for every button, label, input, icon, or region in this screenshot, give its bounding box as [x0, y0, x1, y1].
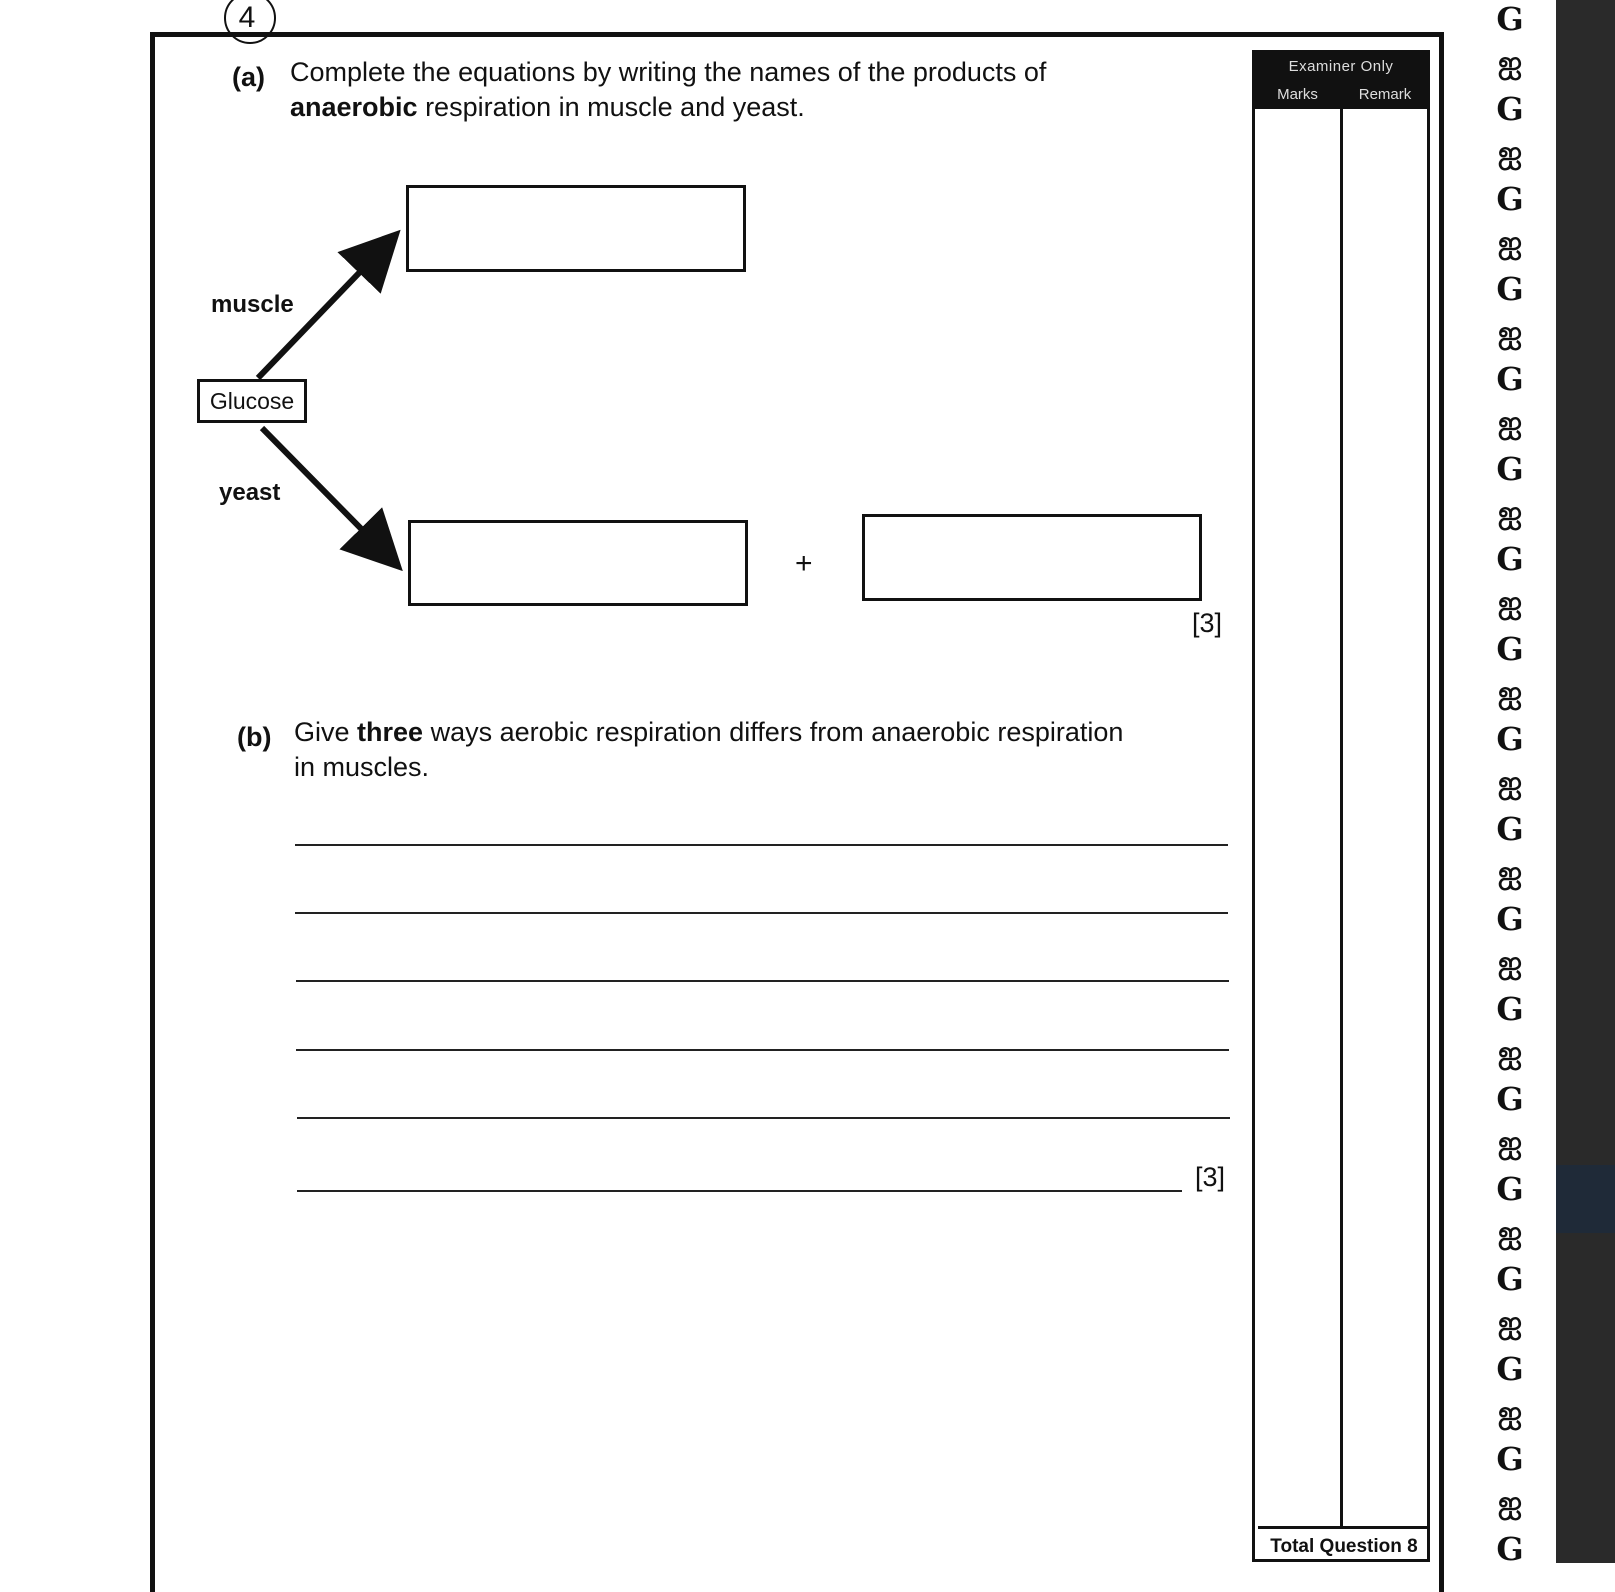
answer-line-1[interactable] — [295, 844, 1228, 846]
margin-logo-g-icon: G — [1496, 990, 1524, 1028]
answer-line-2[interactable] — [295, 912, 1228, 914]
margin-logo-ccea-icon: ஐ — [1497, 945, 1523, 980]
total-question-cell: Total Question 8 — [1258, 1526, 1430, 1566]
margin-logo-ccea-icon: ஐ — [1497, 315, 1523, 350]
yeast-label: yeast — [219, 479, 281, 506]
part-b-line-2: in muscles. — [294, 752, 430, 782]
margin-logo-g-icon: G — [1496, 0, 1524, 38]
margin-logo-ccea-icon: ஐ — [1497, 1395, 1523, 1430]
part-b-line-1-post: ways aerobic respiration differs from anaerobic respiration — [423, 717, 1124, 747]
margin-logo-g-icon: G — [1496, 1350, 1524, 1388]
answer-line-5[interactable] — [297, 1117, 1230, 1119]
margin-logo-ccea-icon: ஐ — [1497, 1305, 1523, 1340]
plus-sign: + — [795, 547, 813, 580]
part-b-line-1-pre: Give — [294, 717, 358, 747]
margin-logo-g-icon: G — [1496, 540, 1524, 578]
part-a-marks: [3] — [1192, 608, 1223, 638]
margin-logo-ccea-icon: ஐ — [1497, 585, 1523, 620]
margin-logo-g-icon: G — [1496, 90, 1524, 128]
answer-line-4[interactable] — [296, 1049, 1229, 1051]
margin-logo-ccea-icon: ஐ — [1497, 855, 1523, 890]
marks-column-cell[interactable] — [1255, 109, 1340, 1526]
margin-logo-g-icon: G — [1496, 270, 1524, 308]
muscle-label: muscle — [211, 291, 294, 318]
margin-logo-ccea-icon: ஐ — [1497, 225, 1523, 260]
part-b-label: (b) — [237, 722, 272, 752]
part-a-bold-word: anaerobic — [290, 92, 418, 122]
margin-logo-g-icon: G — [1496, 720, 1524, 758]
margin-logo-ccea-icon: ஐ — [1497, 765, 1523, 800]
margin-logo-g-icon: G — [1496, 630, 1524, 668]
margin-logo-ccea-icon: ஐ — [1497, 1125, 1523, 1160]
part-b-marks: [3] — [1195, 1162, 1226, 1192]
part-a-line-1: Complete the equations by writing the names of the products of — [290, 57, 1047, 87]
margin-logo-g-icon: G — [1496, 810, 1524, 848]
part-b-bold-word: three — [357, 717, 424, 747]
yeast-arrow — [262, 428, 386, 554]
glucose-box: Glucose — [197, 379, 307, 423]
margin-logo-column — [1480, 0, 1550, 1568]
margin-logo-g-icon: G — [1496, 1530, 1524, 1568]
margin-logo-g-icon: G — [1496, 1260, 1524, 1298]
part-b-question — [294, 715, 1234, 785]
part-a-label: (a) — [232, 62, 265, 92]
part-a-line-2-rest: respiration in muscle and yeast. — [417, 92, 805, 122]
margin-logo-g-icon: G — [1496, 180, 1524, 218]
margin-logo-g-icon: G — [1496, 360, 1524, 398]
margin-logo-ccea-icon: ஐ — [1497, 405, 1523, 440]
margin-logo-ccea-icon: ஐ — [1497, 1035, 1523, 1070]
margin-logo-g-icon: G — [1496, 1440, 1524, 1478]
examiner-only-header: Examiner Only — [1255, 53, 1427, 81]
margin-logo-g-icon: G — [1496, 900, 1524, 938]
margin-logo-ccea-icon: ஐ — [1497, 135, 1523, 170]
margin-logo-ccea-icon: ஐ — [1497, 1485, 1523, 1520]
remark-column-cell[interactable] — [1343, 109, 1425, 1526]
part-b-line-1 — [294, 715, 1234, 750]
answer-line-3[interactable] — [296, 980, 1229, 982]
marks-column-header: Marks — [1255, 81, 1340, 109]
margin-logo-ccea-icon: ஐ — [1497, 675, 1523, 710]
margin-logo-ccea-icon: ஐ — [1497, 495, 1523, 530]
remark-column-header: Remark — [1343, 81, 1427, 109]
answer-line-6[interactable] — [297, 1190, 1182, 1192]
page-number: 4 — [238, 1, 256, 34]
margin-logo-g-icon: G — [1496, 1170, 1524, 1208]
margin-logo-ccea-icon: ஐ — [1497, 1215, 1523, 1250]
margin-logo-g-icon: G — [1496, 450, 1524, 488]
margin-logo-g-icon: G — [1496, 1080, 1524, 1118]
margin-logo-ccea-icon: ஐ — [1497, 45, 1523, 80]
